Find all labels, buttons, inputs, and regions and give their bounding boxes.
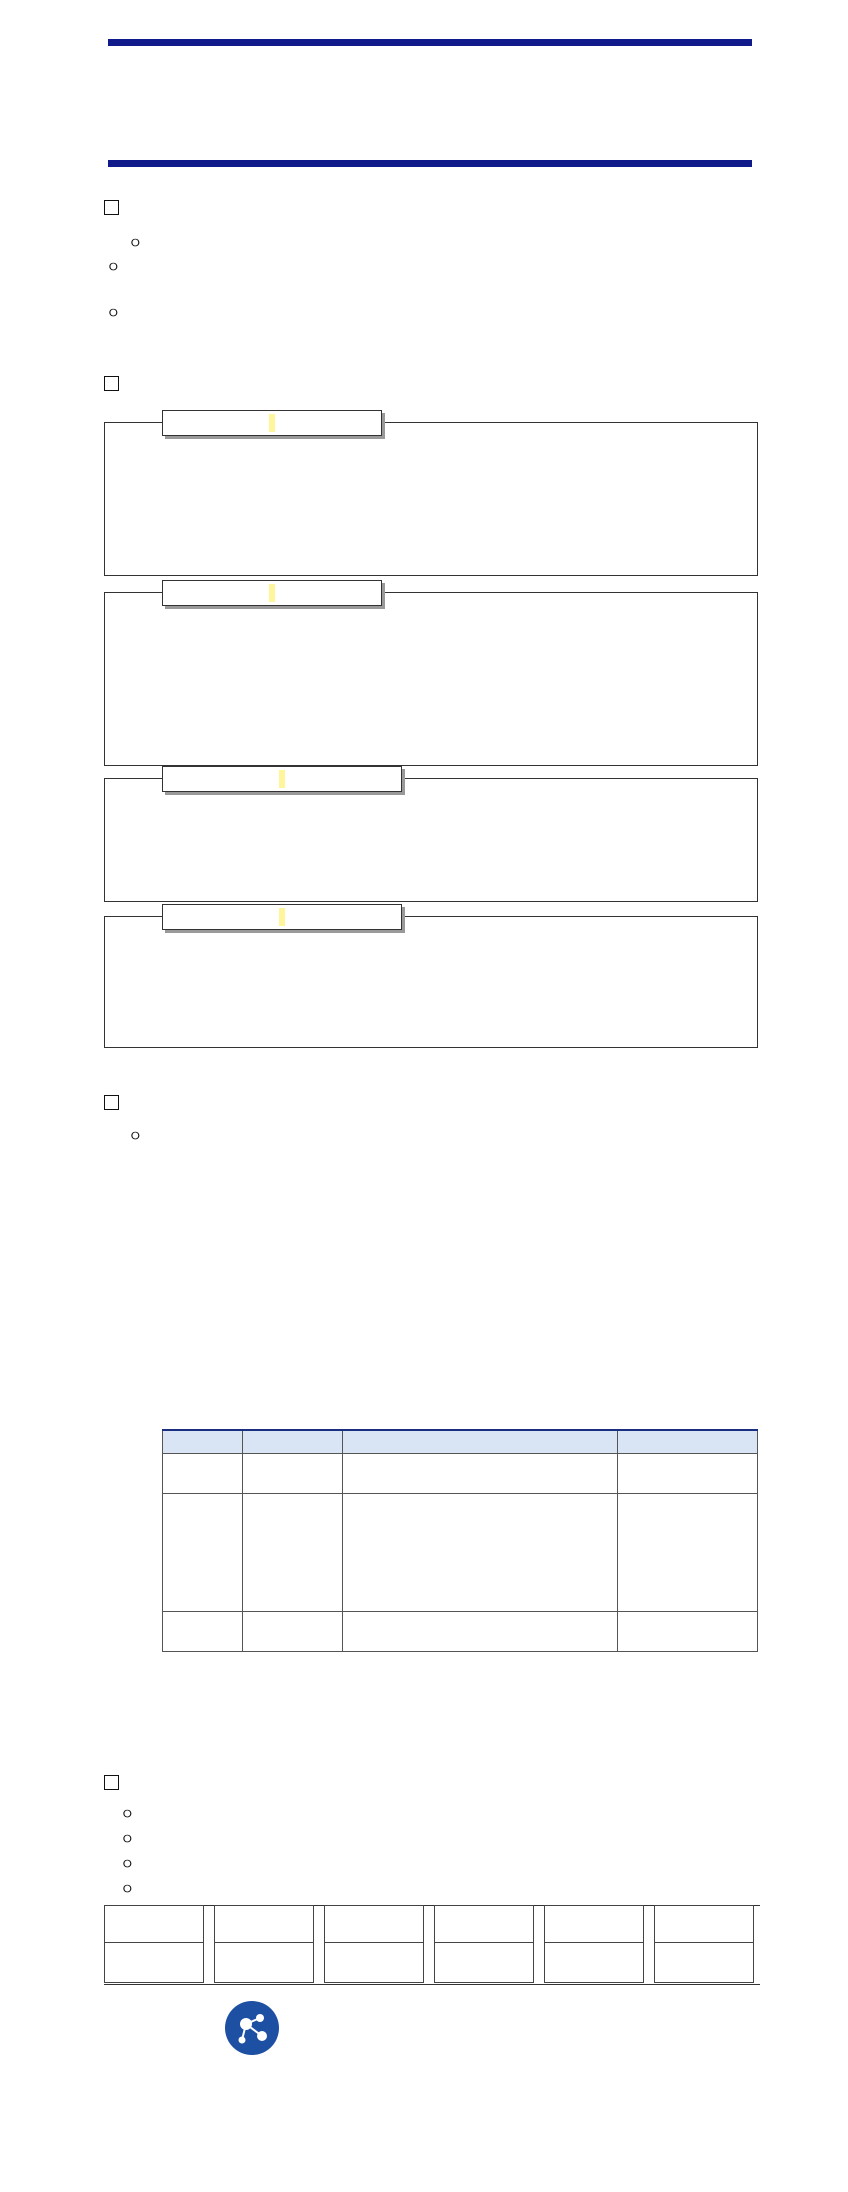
timeline-stage <box>214 1905 314 1983</box>
circle-bullet-icon: ㅇ <box>120 1880 135 1898</box>
online-briefing-subheading <box>128 1125 150 1147</box>
square-bullet-icon <box>104 1095 119 1110</box>
section-online-briefing-title <box>104 1093 128 1115</box>
table-cell <box>242 1612 342 1652</box>
table-cell <box>618 1494 758 1612</box>
section-business-content-title <box>104 198 128 220</box>
circle-bullet-icon: ㅇ <box>120 1855 135 1873</box>
timeline-stage <box>544 1905 644 1983</box>
table-cell <box>242 1454 342 1494</box>
card-admin-affairs <box>104 778 758 902</box>
table-header-cell <box>618 1430 758 1454</box>
circle-bullet-icon: ㅇ <box>120 1805 135 1823</box>
table-cell <box>618 1612 758 1652</box>
card-facility-tab <box>162 410 382 436</box>
timeline-stage <box>654 1905 754 1983</box>
card-facility-management <box>104 422 758 576</box>
header-bottom-rule <box>108 160 752 167</box>
table-cell <box>618 1454 758 1494</box>
table-row <box>163 1494 758 1612</box>
card-living-service-tab <box>162 904 402 930</box>
network-logo-icon <box>222 1998 282 2058</box>
card-public-property-tab <box>162 580 382 606</box>
square-bullet-icon <box>104 376 119 391</box>
table-cell <box>342 1494 618 1612</box>
card-public-property <box>104 592 758 766</box>
briefing-schedule-table <box>162 1429 758 1652</box>
square-bullet-icon <box>104 200 119 215</box>
table-row <box>163 1454 758 1494</box>
table-header-cell <box>342 1430 618 1454</box>
circle-bullet-icon: ㅇ <box>106 258 121 276</box>
table-cell <box>163 1454 243 1494</box>
timeline-stage <box>434 1905 534 1983</box>
table-cell <box>163 1494 243 1612</box>
table-cell <box>342 1454 618 1494</box>
table-header-row <box>163 1430 758 1454</box>
circle-bullet-icon: ㅇ <box>120 1830 135 1848</box>
square-bullet-icon <box>104 1775 119 1790</box>
section-future-schedule-title <box>104 1773 128 1795</box>
business-item <box>106 256 768 279</box>
table-cell <box>242 1494 342 1612</box>
table-header-cell <box>163 1430 243 1454</box>
header-top-rule <box>108 39 752 46</box>
card-admin-affairs-tab <box>162 766 402 792</box>
table-row <box>163 1612 758 1652</box>
schedule-item <box>120 1803 142 1825</box>
card-living-service <box>104 916 758 1048</box>
timeline-stage <box>324 1905 424 1983</box>
table-cell <box>342 1612 618 1652</box>
circle-bullet-icon: ㅇ <box>128 234 143 252</box>
section-consign-types-title <box>104 374 128 396</box>
circle-bullet-icon: ㅇ <box>106 304 121 322</box>
circle-bullet-icon: ㅇ <box>128 1127 143 1145</box>
schedule-item <box>120 1853 142 1875</box>
business-item <box>128 232 768 255</box>
schedule-item <box>120 1878 142 1900</box>
schedule-item <box>120 1828 142 1850</box>
table-cell <box>163 1612 243 1652</box>
timeline-stage <box>104 1905 204 1983</box>
business-item <box>106 302 768 325</box>
table-header-cell <box>242 1430 342 1454</box>
